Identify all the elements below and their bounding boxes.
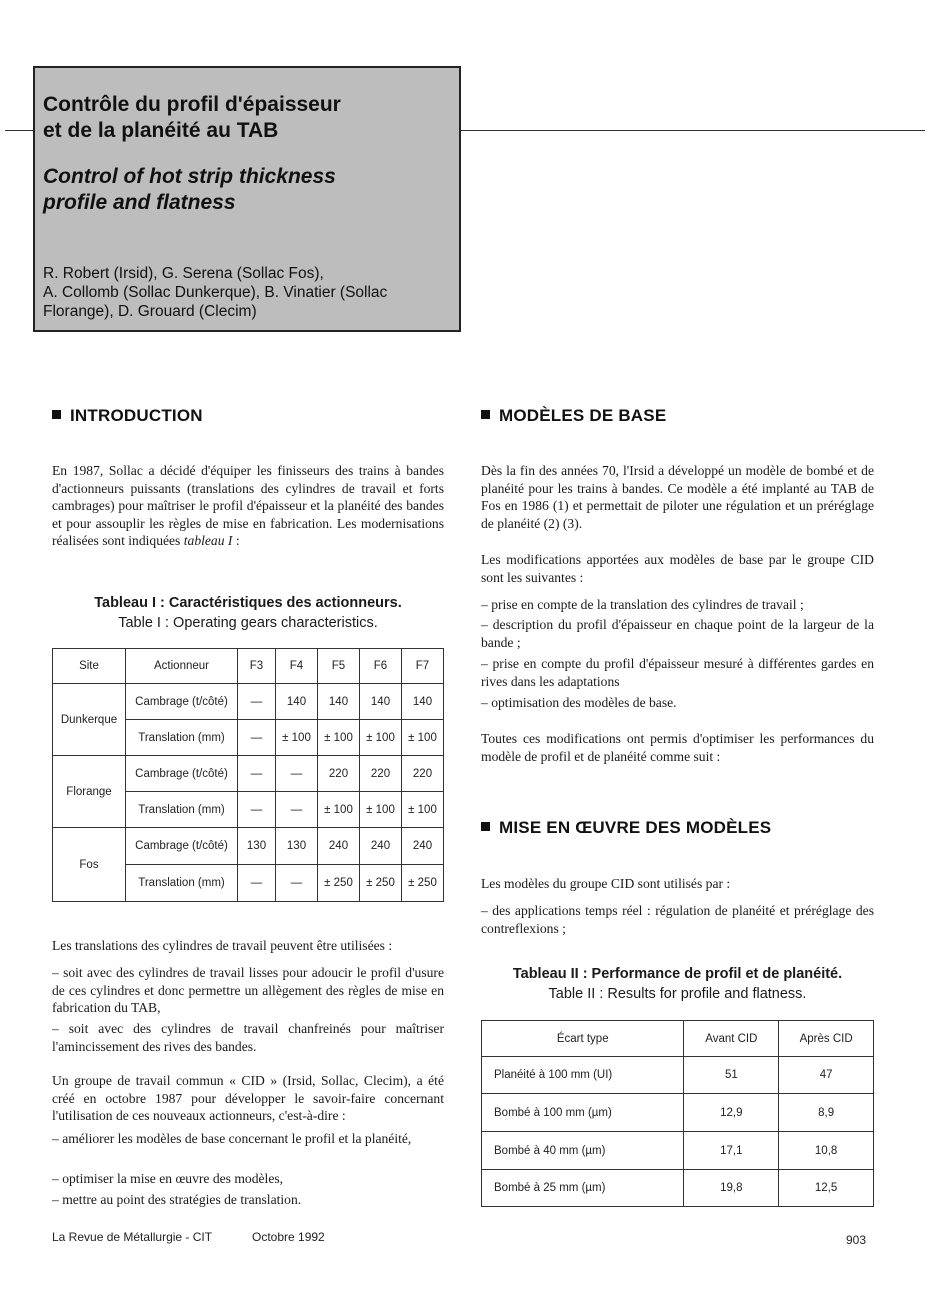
table-cell: ± 100: [402, 720, 444, 756]
table-performance: [481, 1020, 874, 1207]
table-cell: 220: [318, 756, 360, 792]
groupe-paragraph: Un groupe de travail commun « CID » (Irsid, Sollac, Clecim), a été créé en octobre 1987 pour développer le savoir-faire concernant l'utilisation de ces nouveaux actionneurs, c'est-à-dire :: [52, 1073, 444, 1123]
title-english: Control of hot strip thickness profile and flatness: [43, 165, 336, 214]
table-cell: Translation (mm): [126, 865, 238, 902]
table-cell: ± 100: [318, 720, 360, 756]
table2-header-row: [482, 1021, 874, 1057]
table-cell: Cambrage (t/côté): [126, 684, 238, 720]
table-row: [53, 828, 444, 865]
table-cell: —: [238, 756, 276, 792]
table-cell: ± 100: [402, 792, 444, 828]
table-cell: 12,5: [779, 1170, 874, 1207]
bullet-item: – mettre au point des stratégies de translation.: [52, 1192, 302, 1207]
table-cell: —: [238, 865, 276, 902]
table2-caption: Tableau II : Performance de profil et de planéité. Table II : Results for profile and flatness.: [512, 966, 843, 1002]
table1-header-row: [53, 649, 444, 684]
table-cell: 140: [276, 684, 318, 720]
table-row: [53, 756, 444, 792]
table-cell: —: [276, 865, 318, 902]
page-number: 903: [846, 1233, 867, 1247]
bullet-square-icon: [481, 822, 490, 831]
intro-paragraph: En 1987, Sollac a décidé d'équiper les finisseurs des trains à bandes d'actionneurs puissants (translations des cylindres de travail et forts cambrages) pour maîtriser le profil d'épaisseur et la planéité des bandes et pour assouplir les règles de mise en fabrication. Les modernisations réalisées sont indiquées tableau I :: [52, 463, 444, 548]
table-cell: 17,1: [684, 1132, 779, 1170]
table-cell: Bombé à 40 mm (µm): [482, 1132, 684, 1170]
table2-header: Après CID: [779, 1021, 874, 1057]
bullet-item: – optimiser la mise en œuvre des modèles,: [52, 1171, 284, 1186]
table-cell: Bombé à 25 mm (µm): [482, 1170, 684, 1207]
bullet-square-icon: [52, 410, 61, 419]
table-cell: 240: [402, 828, 444, 865]
table-cell: Cambrage (t/côté): [126, 756, 238, 792]
site-cell: Fos: [53, 828, 126, 902]
table-cell: 140: [318, 684, 360, 720]
authors: R. Robert (Irsid), G. Serena (Sollac Fos), A. Collomb (Sollac Dunkerque), B. Vinatier (Sollac Florange), D. Grouard (Clecim): [43, 265, 388, 320]
table-cell: 130: [276, 828, 318, 865]
heading-modeles-de-base: MODÈLES DE BASE: [481, 406, 666, 426]
site-cell: Dunkerque: [53, 684, 126, 756]
table-cell: ± 100: [276, 720, 318, 756]
table-cell: ± 250: [318, 865, 360, 902]
title-french: Contrôle du profil d'épaisseur et de la planéité au TAB: [43, 93, 341, 142]
bullet-square-icon: [481, 410, 490, 419]
table-cell: —: [276, 792, 318, 828]
table-cell: 220: [360, 756, 402, 792]
footer-journal: La Revue de Métallurgie - CIT: [52, 1230, 213, 1244]
table-row: [482, 1094, 874, 1132]
utilisation-paragraph: Les modèles du groupe CID sont utilisés par :: [481, 876, 731, 891]
modifications-paragraph: Les modifications apportées aux modèles de base par le groupe CID sont les suivantes :: [481, 552, 874, 585]
bullet-item: – prise en compte de la translation des cylindres de travail ;: [481, 597, 804, 612]
table-cell: —: [238, 684, 276, 720]
table2-header: Écart type: [482, 1021, 684, 1057]
footer-date: Octobre 1992: [252, 1230, 325, 1244]
table1-header: Actionneur: [126, 649, 238, 684]
table-row: [53, 684, 444, 720]
table-cell: 240: [318, 828, 360, 865]
table-row: [482, 1057, 874, 1094]
table-cell: —: [238, 792, 276, 828]
table-cell: ± 250: [360, 865, 402, 902]
bullet-item: – optimisation des modèles de base.: [481, 695, 677, 710]
header-rule-right: [461, 130, 925, 131]
table1-header: F6: [360, 649, 402, 684]
table-cell: 47: [779, 1057, 874, 1094]
bullet-item: – prise en compte du profil d'épaisseur mesuré à différentes gardes en rives dans les adaptations: [481, 656, 874, 689]
site-cell: Florange: [53, 756, 126, 828]
bullet-item: – des applications temps réel : régulation de planéité et préréglage des contreflexions ;: [481, 903, 874, 936]
table-cell: 19,8: [684, 1170, 779, 1207]
performances-paragraph: Toutes ces modifications ont permis d'optimiser les performances du modèle de profil et de planéité comme suit :: [481, 731, 874, 764]
table-cell: 130: [238, 828, 276, 865]
table-row: [482, 1170, 874, 1207]
table-cell: Cambrage (t/côté): [126, 828, 238, 865]
table-cell: Planéité à 100 mm (UI): [482, 1057, 684, 1094]
table1-header: F7: [402, 649, 444, 684]
table-cell: Bombé à 100 mm (µm): [482, 1094, 684, 1132]
table-cell: Translation (mm): [126, 792, 238, 828]
table-cell: ± 100: [360, 720, 402, 756]
table-cell: 140: [402, 684, 444, 720]
table-cell: 140: [360, 684, 402, 720]
table1-header: F3: [238, 649, 276, 684]
heading-mise-en-oeuvre: MISE EN ŒUVRE DES MODÈLES: [481, 818, 771, 838]
table1-header: Site: [53, 649, 126, 684]
table-cell: 51: [684, 1057, 779, 1094]
table1-header: F5: [318, 649, 360, 684]
translations-paragraph: Les translations des cylindres de travail peuvent être utilisées :: [52, 938, 393, 953]
table-cell: ± 100: [318, 792, 360, 828]
table-cell: 12,9: [684, 1094, 779, 1132]
table1-caption: Tableau I : Caractéristiques des actionneurs. Table I : Operating gears characteristics.: [94, 595, 402, 631]
table1-header: F4: [276, 649, 318, 684]
table-cell: 220: [402, 756, 444, 792]
table-cell: 10,8: [779, 1132, 874, 1170]
table-cell: ± 100: [360, 792, 402, 828]
bullet-item: – soit avec des cylindres de travail chanfreinés pour maîtriser l'amincissement des rives des bandes.: [52, 1021, 444, 1054]
table-cell: 8,9: [779, 1094, 874, 1132]
table-cell: 240: [360, 828, 402, 865]
table-cell: —: [276, 756, 318, 792]
table-row: [482, 1132, 874, 1170]
heading-introduction: INTRODUCTION: [52, 406, 203, 426]
table-actuators: [52, 648, 444, 902]
bullet-item: – soit avec des cylindres de travail lisses pour adoucir le profil d'usure de ces cylindres et donc permettre un allègement des règles de mise en fabrication du TAB,: [52, 965, 444, 1015]
table2-header: Avant CID: [684, 1021, 779, 1057]
bullet-item: – améliorer les modèles de base concernant le profil et la planéité,: [52, 1131, 412, 1146]
table-cell: ± 250: [402, 865, 444, 902]
table-cell: Translation (mm): [126, 720, 238, 756]
table-cell: —: [238, 720, 276, 756]
bullet-item: – description du profil d'épaisseur en chaque point de la largeur de la bande ;: [481, 617, 874, 650]
header-rule-left: [5, 130, 35, 131]
modeles-paragraph: Dès la fin des années 70, l'Irsid a développé un modèle de bombé et de planéité pour les trains à bandes. Ce modèle a été implanté au TAB de Fos en 1986 (1) et permettait de piloter une régulation et un préréglage de planéité (2) (3).: [481, 463, 874, 531]
title-box: [33, 66, 461, 332]
table-reference: tableau I: [183, 533, 233, 548]
